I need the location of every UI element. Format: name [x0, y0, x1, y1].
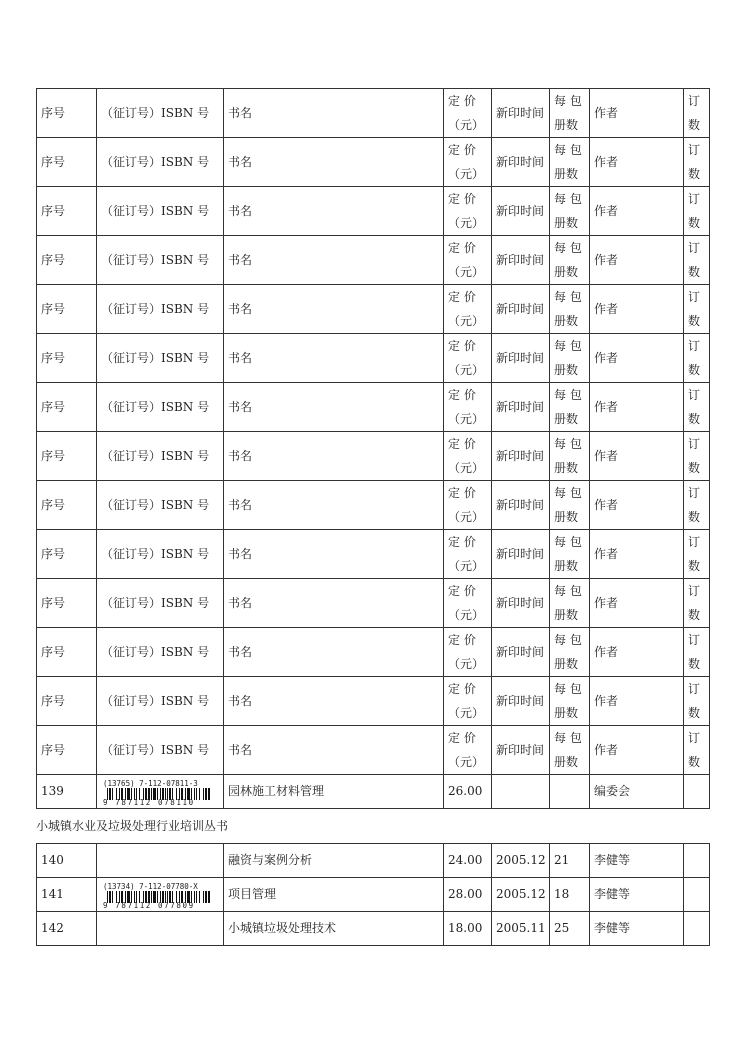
header-price-top: 定 价	[448, 339, 476, 353]
header-order-bottom: 数	[688, 755, 701, 769]
header-isbn: （征订号）ISBN 号	[97, 187, 224, 236]
header-price	[444, 187, 492, 236]
header-order	[684, 726, 710, 775]
header-price-top: 定 价	[448, 731, 476, 745]
barcode-isbn: (13765) 7-112-07811-3	[103, 778, 198, 788]
header-title: 书名	[224, 138, 444, 187]
header-row	[37, 530, 710, 579]
header-pack	[550, 481, 590, 530]
header-price-top: 定 价	[448, 486, 476, 500]
header-price-bottom: （元）	[448, 314, 485, 328]
cell-price: 26.00	[444, 775, 492, 809]
header-author: 作者	[590, 481, 684, 530]
cell-date: 2005.11	[492, 912, 550, 946]
header-order-top: 订	[688, 535, 701, 549]
cell-author: 编委会	[590, 775, 684, 809]
header-isbn: （征订号）ISBN 号	[97, 677, 224, 726]
header-order-bottom: 数	[688, 510, 701, 524]
header-row	[37, 726, 710, 775]
header-row	[37, 383, 710, 432]
header-seq: 序号	[37, 481, 97, 530]
header-row	[37, 628, 710, 677]
cell-title: 小城镇垃圾处理技术	[224, 912, 444, 946]
header-pack	[550, 236, 590, 285]
header-price-bottom: （元）	[448, 706, 485, 720]
header-order-bottom: 数	[688, 363, 701, 377]
header-order-bottom: 数	[688, 167, 701, 181]
header-author: 作者	[590, 432, 684, 481]
header-isbn: （征订号）ISBN 号	[97, 236, 224, 285]
header-pack	[550, 187, 590, 236]
header-price	[444, 285, 492, 334]
header-price	[444, 530, 492, 579]
header-author: 作者	[590, 187, 684, 236]
header-author: 作者	[590, 628, 684, 677]
section-title: 小城镇水业及垃圾处理行业培训丛书	[36, 819, 229, 833]
header-title: 书名	[224, 481, 444, 530]
header-order-bottom: 数	[688, 706, 701, 720]
header-price	[444, 579, 492, 628]
header-price-top: 定 价	[448, 388, 476, 402]
header-row	[37, 187, 710, 236]
header-pack-top: 每 包	[554, 633, 582, 647]
catalog-table	[36, 88, 710, 809]
header-pack	[550, 383, 590, 432]
cell-author: 李健等	[590, 912, 684, 946]
header-pack	[550, 334, 590, 383]
header-date: 新印时间	[492, 383, 550, 432]
header-pack-top: 每 包	[554, 339, 582, 353]
header-pack-bottom: 册数	[554, 608, 579, 622]
header-row	[37, 432, 710, 481]
header-order	[684, 383, 710, 432]
header-title: 书名	[224, 285, 444, 334]
header-pack	[550, 530, 590, 579]
header-order-top: 订	[688, 633, 701, 647]
barcode	[97, 777, 215, 807]
header-order-top: 订	[688, 192, 701, 206]
cell-seq: 142	[37, 912, 97, 946]
header-title: 书名	[224, 726, 444, 775]
header-pack-top: 每 包	[554, 682, 582, 696]
header-seq: 序号	[37, 89, 97, 138]
header-order	[684, 481, 710, 530]
cell-pack: 18	[550, 878, 590, 912]
book-rows-top	[37, 775, 710, 809]
header-order-bottom: 数	[688, 314, 701, 328]
table-row	[37, 775, 710, 809]
header-price	[444, 677, 492, 726]
cell-pack: 21	[550, 844, 590, 878]
header-order	[684, 677, 710, 726]
header-pack-bottom: 册数	[554, 461, 579, 475]
header-pack-bottom: 册数	[554, 755, 579, 769]
header-rows	[37, 89, 710, 775]
barcode-cell	[97, 878, 224, 912]
header-price	[444, 726, 492, 775]
header-isbn: （征订号）ISBN 号	[97, 530, 224, 579]
header-title: 书名	[224, 432, 444, 481]
header-price-top: 定 价	[448, 682, 476, 696]
header-order-top: 订	[688, 143, 701, 157]
header-order	[684, 628, 710, 677]
header-price-bottom: （元）	[448, 216, 485, 230]
header-author: 作者	[590, 383, 684, 432]
header-order-top: 订	[688, 437, 701, 451]
header-order-bottom: 数	[688, 657, 701, 671]
header-pack	[550, 579, 590, 628]
barcode-isbn: (13734) 7-112-07780-X	[103, 881, 198, 891]
header-pack-bottom: 册数	[554, 167, 579, 181]
cell-order	[684, 844, 710, 878]
barcode-cell	[97, 912, 224, 946]
header-row	[37, 138, 710, 187]
header-title: 书名	[224, 579, 444, 628]
header-order-top: 订	[688, 731, 701, 745]
header-title: 书名	[224, 383, 444, 432]
header-author: 作者	[590, 138, 684, 187]
header-price	[444, 481, 492, 530]
catalog-table-2	[36, 843, 710, 946]
header-seq: 序号	[37, 726, 97, 775]
header-order	[684, 89, 710, 138]
header-price-bottom: （元）	[448, 608, 485, 622]
header-row	[37, 285, 710, 334]
header-seq: 序号	[37, 579, 97, 628]
header-isbn: （征订号）ISBN 号	[97, 726, 224, 775]
cell-date: 2005.12	[492, 878, 550, 912]
catalog-page	[36, 88, 709, 946]
header-isbn: （征订号）ISBN 号	[97, 285, 224, 334]
header-order-top: 订	[688, 94, 701, 108]
cell-date	[492, 775, 550, 809]
cell-seq: 139	[37, 775, 97, 809]
header-pack-bottom: 册数	[554, 510, 579, 524]
header-price-top: 定 价	[448, 290, 476, 304]
header-price	[444, 383, 492, 432]
header-pack-top: 每 包	[554, 535, 582, 549]
cell-price: 28.00	[444, 878, 492, 912]
header-pack	[550, 726, 590, 775]
header-price-bottom: （元）	[448, 412, 485, 426]
header-price	[444, 89, 492, 138]
header-pack-bottom: 册数	[554, 412, 579, 426]
header-seq: 序号	[37, 236, 97, 285]
header-author: 作者	[590, 726, 684, 775]
barcode	[97, 880, 215, 910]
table-row	[37, 912, 710, 946]
header-price-bottom: （元）	[448, 559, 485, 573]
header-order	[684, 138, 710, 187]
header-title: 书名	[224, 187, 444, 236]
header-order-bottom: 数	[688, 216, 701, 230]
cell-pack: 25	[550, 912, 590, 946]
header-order-top: 订	[688, 486, 701, 500]
cell-title: 项目管理	[224, 878, 444, 912]
header-order	[684, 530, 710, 579]
header-date: 新印时间	[492, 89, 550, 138]
header-pack-top: 每 包	[554, 290, 582, 304]
header-pack	[550, 677, 590, 726]
header-price-bottom: （元）	[448, 167, 485, 181]
header-row	[37, 236, 710, 285]
header-pack-top: 每 包	[554, 143, 582, 157]
header-row	[37, 579, 710, 628]
header-isbn: （征订号）ISBN 号	[97, 89, 224, 138]
header-pack-bottom: 册数	[554, 559, 579, 573]
header-price-top: 定 价	[448, 143, 476, 157]
header-order-top: 订	[688, 682, 701, 696]
header-order-top: 订	[688, 241, 701, 255]
header-order	[684, 285, 710, 334]
header-isbn: （征订号）ISBN 号	[97, 481, 224, 530]
header-order-bottom: 数	[688, 265, 701, 279]
header-order-bottom: 数	[688, 412, 701, 426]
cell-order	[684, 878, 710, 912]
cell-author: 李健等	[590, 878, 684, 912]
header-price	[444, 334, 492, 383]
header-price-top: 定 价	[448, 633, 476, 647]
header-price	[444, 138, 492, 187]
barcode-cell	[97, 844, 224, 878]
header-order	[684, 334, 710, 383]
cell-order	[684, 912, 710, 946]
header-author: 作者	[590, 530, 684, 579]
header-order-top: 订	[688, 339, 701, 353]
header-pack-bottom: 册数	[554, 657, 579, 671]
header-seq: 序号	[37, 138, 97, 187]
header-price	[444, 236, 492, 285]
header-pack	[550, 138, 590, 187]
header-order-bottom: 数	[688, 559, 701, 573]
header-price-top: 定 价	[448, 535, 476, 549]
header-order-bottom: 数	[688, 461, 701, 475]
header-order-bottom: 数	[688, 608, 701, 622]
header-row	[37, 677, 710, 726]
table-row	[37, 878, 710, 912]
table-row	[37, 844, 710, 878]
header-price-top: 定 价	[448, 241, 476, 255]
header-author: 作者	[590, 236, 684, 285]
header-seq: 序号	[37, 285, 97, 334]
cell-title: 融资与案例分析	[224, 844, 444, 878]
header-isbn: （征订号）ISBN 号	[97, 334, 224, 383]
header-seq: 序号	[37, 334, 97, 383]
header-isbn: （征订号）ISBN 号	[97, 579, 224, 628]
header-date: 新印时间	[492, 628, 550, 677]
header-date: 新印时间	[492, 432, 550, 481]
header-date: 新印时间	[492, 138, 550, 187]
header-pack-bottom: 册数	[554, 216, 579, 230]
header-price-top: 定 价	[448, 94, 476, 108]
cell-pack	[550, 775, 590, 809]
header-order	[684, 187, 710, 236]
cell-price: 18.00	[444, 912, 492, 946]
header-pack-bottom: 册数	[554, 706, 579, 720]
header-price-bottom: （元）	[448, 755, 485, 769]
header-price	[444, 628, 492, 677]
header-price-bottom: （元）	[448, 461, 485, 475]
header-pack	[550, 628, 590, 677]
header-date: 新印时间	[492, 285, 550, 334]
cell-date: 2005.12	[492, 844, 550, 878]
header-isbn: （征订号）ISBN 号	[97, 383, 224, 432]
cell-price: 24.00	[444, 844, 492, 878]
header-title: 书名	[224, 628, 444, 677]
header-pack-top: 每 包	[554, 437, 582, 451]
barcode-cell	[97, 775, 224, 809]
header-price-bottom: （元）	[448, 118, 485, 132]
header-pack-bottom: 册数	[554, 314, 579, 328]
header-title: 书名	[224, 89, 444, 138]
header-date: 新印时间	[492, 236, 550, 285]
header-pack-top: 每 包	[554, 94, 582, 108]
header-order-bottom: 数	[688, 118, 701, 132]
header-pack-top: 每 包	[554, 241, 582, 255]
header-pack	[550, 89, 590, 138]
header-price-bottom: （元）	[448, 265, 485, 279]
header-author: 作者	[590, 334, 684, 383]
header-order-top: 订	[688, 584, 701, 598]
header-title: 书名	[224, 677, 444, 726]
header-price-bottom: （元）	[448, 657, 485, 671]
cell-title: 园林施工材料管理	[224, 775, 444, 809]
header-pack-top: 每 包	[554, 731, 582, 745]
header-title: 书名	[224, 334, 444, 383]
header-isbn: （征订号）ISBN 号	[97, 432, 224, 481]
cell-author: 李健等	[590, 844, 684, 878]
header-price-bottom: （元）	[448, 363, 485, 377]
header-order	[684, 236, 710, 285]
header-seq: 序号	[37, 383, 97, 432]
header-price-top: 定 价	[448, 584, 476, 598]
header-price	[444, 432, 492, 481]
header-pack-top: 每 包	[554, 192, 582, 206]
header-date: 新印时间	[492, 187, 550, 236]
header-author: 作者	[590, 285, 684, 334]
header-isbn: （征订号）ISBN 号	[97, 138, 224, 187]
cell-order	[684, 775, 710, 809]
header-order-top: 订	[688, 290, 701, 304]
header-date: 新印时间	[492, 579, 550, 628]
header-pack-top: 每 包	[554, 388, 582, 402]
header-date: 新印时间	[492, 677, 550, 726]
header-seq: 序号	[37, 187, 97, 236]
header-row	[37, 334, 710, 383]
header-pack-top: 每 包	[554, 486, 582, 500]
header-row	[37, 89, 710, 138]
header-seq: 序号	[37, 677, 97, 726]
header-date: 新印时间	[492, 334, 550, 383]
header-seq: 序号	[37, 628, 97, 677]
book-rows-bottom	[37, 844, 710, 946]
cell-seq: 140	[37, 844, 97, 878]
header-row	[37, 481, 710, 530]
header-order	[684, 579, 710, 628]
header-title: 书名	[224, 530, 444, 579]
header-price-top: 定 价	[448, 437, 476, 451]
header-price-bottom: （元）	[448, 510, 485, 524]
header-order-top: 订	[688, 388, 701, 402]
cell-seq: 141	[37, 878, 97, 912]
header-date: 新印时间	[492, 481, 550, 530]
header-pack-top: 每 包	[554, 584, 582, 598]
header-order	[684, 432, 710, 481]
header-date: 新印时间	[492, 530, 550, 579]
header-author: 作者	[590, 89, 684, 138]
header-seq: 序号	[37, 432, 97, 481]
header-pack	[550, 432, 590, 481]
header-isbn: （征订号）ISBN 号	[97, 628, 224, 677]
barcode-number: 9 787112 077809	[103, 900, 195, 910]
header-pack-bottom: 册数	[554, 118, 579, 132]
barcode-number: 9 787112 078110	[103, 797, 195, 807]
header-date: 新印时间	[492, 726, 550, 775]
header-pack-bottom: 册数	[554, 363, 579, 377]
header-pack	[550, 285, 590, 334]
header-author: 作者	[590, 579, 684, 628]
header-price-top: 定 价	[448, 192, 476, 206]
header-seq: 序号	[37, 530, 97, 579]
header-title: 书名	[224, 236, 444, 285]
header-author: 作者	[590, 677, 684, 726]
header-pack-bottom: 册数	[554, 265, 579, 279]
